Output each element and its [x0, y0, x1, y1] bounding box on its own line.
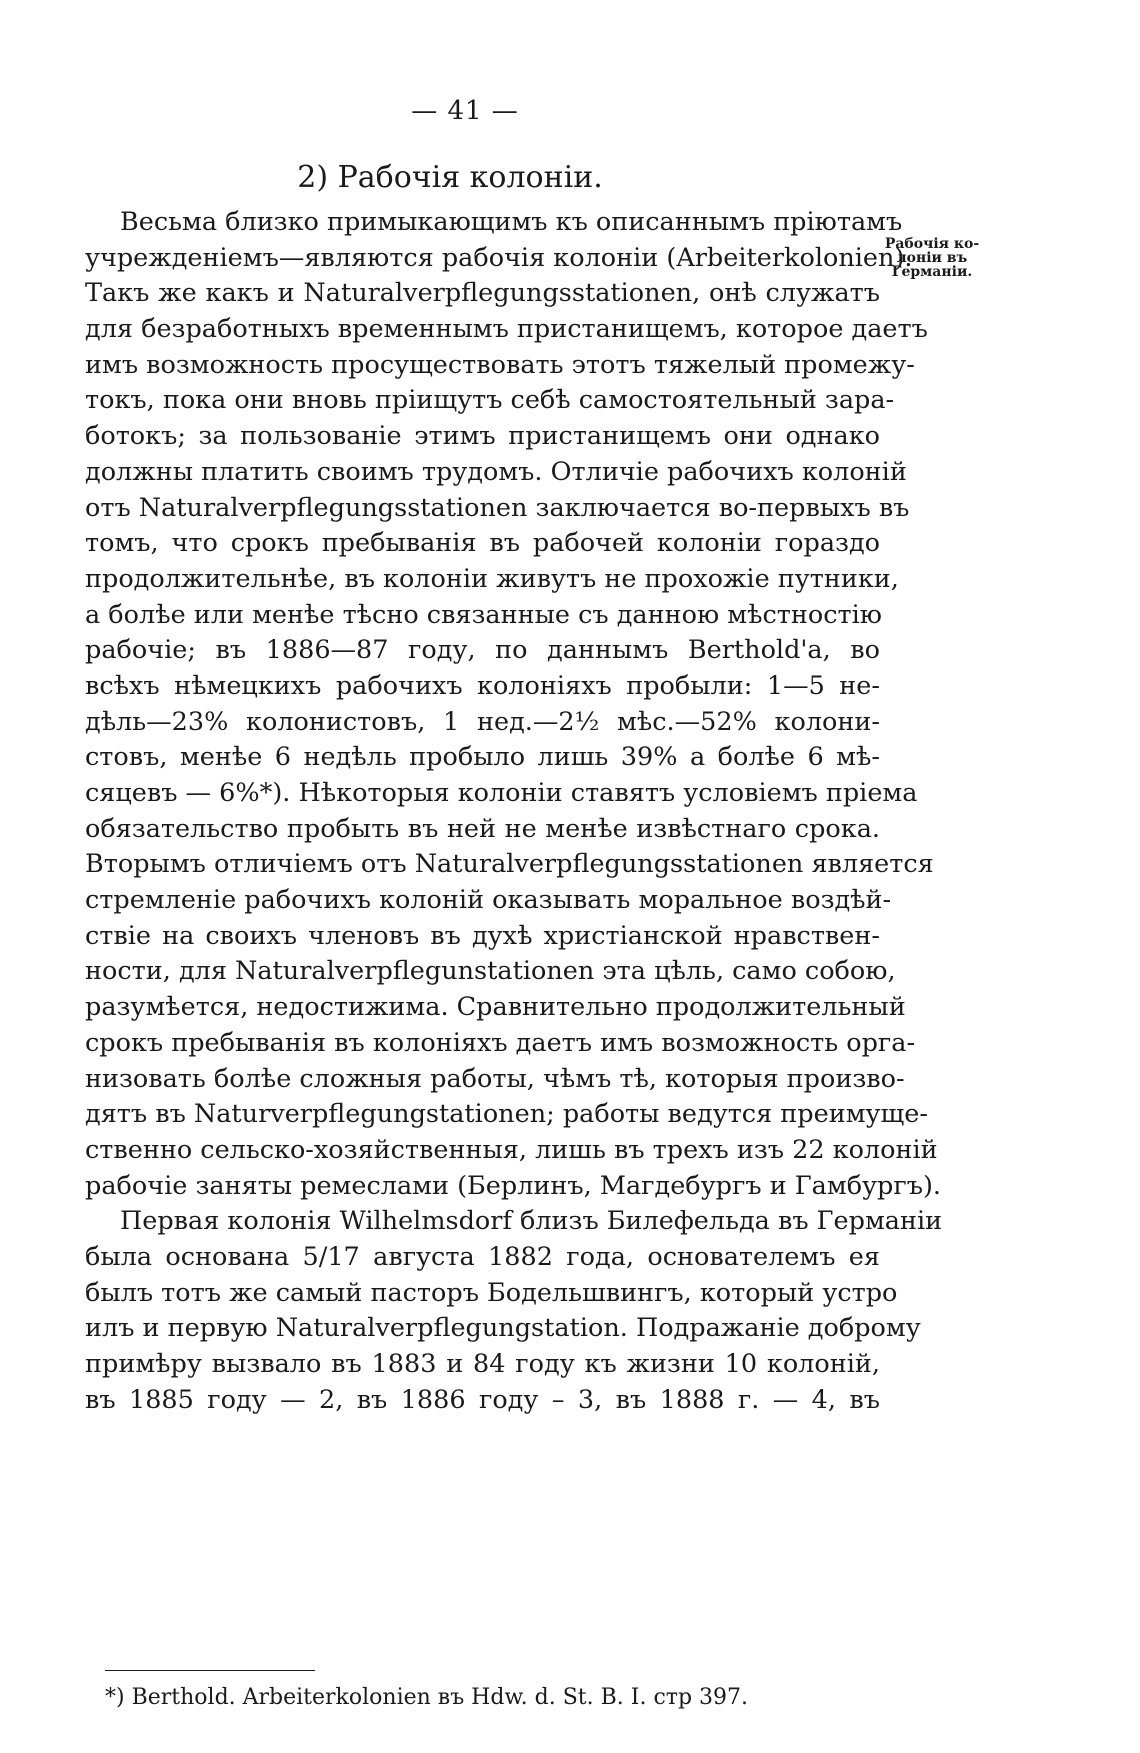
- text-line: всѣхъ нѣмецкихъ рабочихъ колоніяхъ пробыли: 1—5 не-: [85, 670, 880, 701]
- text-line: низовать болѣе сложныя работы, чѣмъ тѣ, которыя произво-: [85, 1063, 905, 1094]
- text-line: разумѣется, недостижима. Сравнительно продолжительный: [85, 992, 906, 1023]
- text-line: ственно сельско-хозяйственныя, лишь въ трехъ изъ 22 колоній: [85, 1134, 938, 1165]
- margin-note-line: лоніи въ: [896, 250, 968, 266]
- text-line: а болѣе или менѣе тѣсно связанные съ данною мѣстностію: [85, 599, 882, 630]
- text-line: дѣль—23% колонистовъ, 1 нед.—2½ мѣс.—52% колони-: [85, 706, 880, 737]
- footnote: *) Berthold. Arbeiterkolonien въ Hdw. d. St. B. I. стр 397.: [105, 1685, 749, 1710]
- text-line: продолжительнѣе, въ колоніи живутъ не прохожіе путники,: [85, 563, 899, 594]
- text-line: отъ Naturalverpflegungsstationen заключается во-первыхъ въ: [85, 492, 910, 523]
- margin-note-line: Германіи.: [891, 264, 973, 280]
- text-line: срокъ пребыванія въ колоніяхъ даетъ имъ возможность орга-: [85, 1027, 916, 1058]
- text-line: стремленіе рабочихъ колоній оказывать моральное воздѣй-: [85, 885, 892, 916]
- text-line: должны платить своимъ трудомъ. Отличіе рабочихъ колоній: [85, 456, 907, 487]
- text-line: въ 1885 году — 2, въ 1886 году – 3, въ 1888 г. — 4, въ: [85, 1384, 880, 1415]
- footnote-divider: [105, 1670, 315, 1671]
- text-line: имъ возможность просуществовать этотъ тяжелый промежу-: [85, 349, 915, 380]
- text-line: томъ, что срокъ пребыванія въ рабочей колоніи гораздо: [85, 528, 880, 559]
- text-line: Такъ же какъ и Naturalverpflegungsstationen, онѣ служатъ: [85, 278, 880, 309]
- text-line: Весьма близко примыкающимъ къ описаннымъ пріютамъ: [120, 207, 903, 237]
- text-line: рабочіе заняты ремеслами (Берлинъ, Магдебургъ и Гамбургъ).: [85, 1170, 942, 1201]
- text-line: стовъ, менѣе 6 недѣль пробыло лишь 39% а болѣе 6 мѣ-: [85, 742, 880, 773]
- paragraph-2: [85, 1204, 943, 1418]
- text-line: былъ тотъ же самый пасторъ Бодельшвингъ, который устро: [85, 1277, 898, 1308]
- text-line: ботокъ; за пользованіе этимъ пристанищемъ они однако: [85, 421, 880, 452]
- section-title: 2) Рабочія колоніи.: [297, 160, 603, 195]
- text-line: сяцевъ — 6%*). Нѣкоторыя колоніи ставятъ условіемъ пріема: [85, 778, 918, 808]
- text-line: примѣру вызвало въ 1883 и 84 году къ жизни 10 колоній,: [85, 1349, 880, 1379]
- text-line: илъ и первую Naturalverpflegungstation. Подражаніе доброму: [85, 1313, 921, 1344]
- text-line: для безработныхъ временнымъ пристанищемъ, которое даетъ: [85, 314, 928, 345]
- text-line: ности, для Naturalverpflegunstationen эта цѣль, само собою,: [85, 956, 896, 987]
- text-line: Вторымъ отличіемъ отъ Naturalverpflegungsstationen является: [85, 849, 934, 880]
- text-line: токъ, пока они вновь пріищутъ себѣ самостоятельный зара-: [85, 385, 895, 416]
- text-line: рабочіе; въ 1886—87 году, по даннымъ Berthold'а, во: [85, 635, 880, 666]
- text-line: Первая колонія Wilhelmsdorf близъ Билефельда въ Германіи: [120, 1206, 943, 1237]
- text-line: дятъ въ Naturverpflegungstationen; работы ведутся преимуще-: [85, 1099, 928, 1130]
- text-line: обязательство пробыть въ ней не менѣе извѣстнаго срока.: [85, 813, 880, 844]
- page-number: — 41 —: [411, 96, 519, 126]
- text-line: была основана 5/17 августа 1882 года, основателемъ ея: [85, 1241, 880, 1272]
- text-line: ствіе на своихъ членовъ въ духѣ христіанской нравствен-: [85, 920, 880, 951]
- margin-note-line: Рабочія ко-: [884, 236, 980, 252]
- text-line: учрежденіемъ—являются рабочія колоніи (Arbeiterkolonien).: [85, 242, 913, 273]
